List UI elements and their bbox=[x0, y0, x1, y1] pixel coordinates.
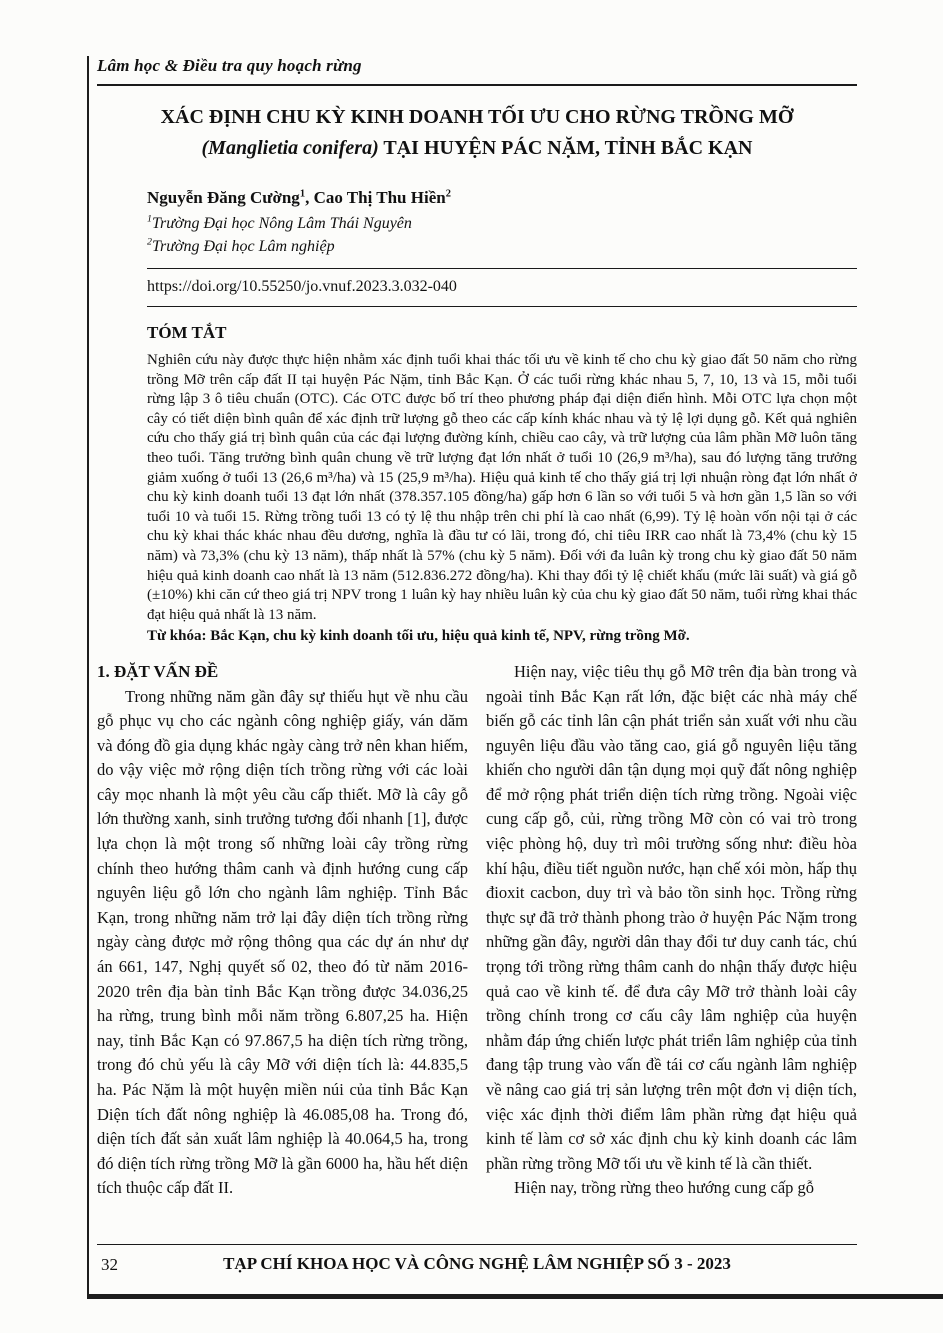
author-2: , Cao Thị Thu Hiền bbox=[305, 188, 446, 207]
title-line-2-rest: TẠI HUYỆN PÁC NẶM, TỈNH BẮC KẠN bbox=[378, 137, 753, 159]
left-column bbox=[97, 660, 468, 1201]
right-column bbox=[486, 660, 857, 1201]
doi-row bbox=[147, 269, 857, 296]
page-footer bbox=[97, 1254, 857, 1274]
divider-below-doi bbox=[147, 306, 857, 307]
intro-paragraph-right-2: Hiện nay, trồng rừng theo hướng cung cấp gỗ bbox=[514, 1178, 815, 1198]
paper-title bbox=[97, 102, 857, 164]
affiliation-1 bbox=[147, 212, 857, 235]
title-line-1: XÁC ĐỊNH CHU KỲ KINH DOANH TỐI ƯU CHO RỪNG TRỒNG MỠ bbox=[160, 106, 794, 128]
doi-link[interactable]: https://doi.org/10.55250/jo.vnuf.2023.3.032-040 bbox=[147, 278, 457, 295]
species-name: (Manglietia conifera) bbox=[201, 137, 379, 159]
keywords-line bbox=[147, 627, 857, 647]
paper-page bbox=[97, 56, 857, 1201]
keywords-label: Từ khóa: bbox=[147, 628, 207, 645]
page-border-bottom bbox=[87, 1294, 943, 1299]
page-number: 32 bbox=[101, 1255, 118, 1274]
page-border-left bbox=[87, 56, 89, 1299]
author-1: Nguyễn Đăng Cường bbox=[147, 188, 300, 207]
front-matter bbox=[147, 268, 857, 647]
footer-divider bbox=[97, 1244, 857, 1245]
affiliation-2-mark: 2 bbox=[147, 236, 152, 248]
keywords-text: Bắc Kạn, chu kỳ kinh doanh tối ưu, hiệu quả kinh tế, NPV, rừng trồng Mỡ. bbox=[206, 628, 690, 645]
authors-line bbox=[97, 188, 857, 208]
abstract-body: Nghiên cứu này được thực hiện nhằm xác định tuổi khai thác tối ưu về kinh tế cho chu kỳ giao đất 50 năm cho rừng trồng Mỡ trên cấp đất II tại huyện Pác Nặm, tỉnh Bắc Kạn. Ở các tuổi rừng khác nhau 5, 7, 10, 13 và 15, mỗi tuổi rừng lập 3 ô tiêu chuẩn (OTC). Các OTC được bố trí theo phương pháp đại diện điển hình. Mỗi OTC lựa chọn một cây có tiết diện bình quân để xác định trữ lượng gỗ theo các cấp kính khác nhau và tỷ lệ lợi dụng gỗ. Kết quả nghiên cứu cho thấy giá trị bình quân của các đại lượng đường kính, chiều cao cây, và trữ lượng của lâm phần Mỡ luôn tăng theo tuổi. Tăng trưởng bình quân chung về trữ lượng đạt lớn nhất ở tuổi 10 (26,9 m³/ha), sau đó lượng tăng trưởng giảm xuống ở tuổi 13 (26,6 m³/ha) và 15 (25,9 m³/ha). Hiệu quả kinh tế cho thấy giá trị lợi nhuận ròng đạt lớn nhất ở chu kỳ kinh doanh tuổi 13 đạt lớn nhất (378.357.105 đồng/ha) gấp hơn 6 lần so với tuổi 5 và hơn gần 1,5 lần so với tuổi 10 và tuổi 15. Rừng trồng tuổi 13 có tỷ lệ thu nhập trên chi phí là cao nhất (6,99). Tỷ lệ hoàn vốn nội tại ở các chu kỳ khai thác khác nhau đều dương, nghĩa là đầu tư có lãi, trong đó, chỉ tiêu IRR cao nhất là 73,4% (chu kỳ 15 năm) và 73,3% (chu kỳ 13 năm), thấp nhất là 57% (chu kỳ 5 năm). Đối với đa luân kỳ trong chu kỳ giao đất 50 năm hiệu quả kinh doanh cao nhất là 13 năm (512.836.272 đồng/ha). Khi thay đổi tỷ lệ chiết khấu (mức lãi suất) và giá gỗ (±10%) khi căn cứ theo giá trị NPV trong 1 luân kỳ hay nhiều luân kỳ của chu kỳ giao đất 50 năm, tuổi rừng khai thác đạt hiệu quả nhất là 13 năm. bbox=[147, 352, 857, 623]
affiliation-2-text: Trường Đại học Lâm nghiệp bbox=[151, 238, 335, 255]
affiliation-2 bbox=[147, 235, 857, 258]
author-1-affil-mark: 1 bbox=[299, 188, 306, 200]
body-columns bbox=[97, 660, 857, 1201]
affiliation-1-text: Trường Đại học Nông Lâm Thái Nguyên bbox=[151, 215, 412, 232]
intro-paragraph-left: Trong những năm gần đây sự thiếu hụt về nhu cầu gỗ phục vụ cho các ngành công nghiệp giấy, ván dăm và đóng đồ gia dụng khác ngày càng trở nên khan hiếm, do vậy việc mở rộng diện tích trồng rừng với các loài cây mọc nhanh là một yêu cầu cấp thiết. Mỡ là cây gỗ lớn thường xanh, sinh trưởng tương đối nhanh [1], được lựa chọn là một trong số những loài cây trồng rừng chính theo hướng thâm canh và định hướng cung cấp nguyên liệu gỗ lớn cho ngành lâm nghiệp. Tỉnh Bắc Kạn, trong những năm trở lại đây diện tích trồng rừng ngày càng được mở rộng thông qua các dự án như dự án 661, 147, Nghị quyết số 02, theo đó từ năm 2016-2020 trên địa bàn tỉnh Bắc Kạn trồng được 34.036,25 ha rừng, trung bình mỗi năm trồng 6.807,25 ha. Hiện nay, tỉnh Bắc Kạn có 97.867,5 ha diện tích rừng trồng, trong đó chủ yếu là cây Mỡ với diện tích là: 44.835,5 ha. Pác Nặm là một huyện miền núi của tỉnh Bắc Kạn Diện tích đất nông nghiệp là 46.085,08 ha. Trong đó, diện tích đất sản xuất lâm nghiệp là 40.064,5 ha, trong đó diện tích rừng trồng Mỡ là gần 6000 ha, hầu hết diện tích thuộc cấp đất II. bbox=[97, 686, 468, 1198]
affiliation-1-mark: 1 bbox=[147, 213, 152, 225]
author-2-affil-mark: 2 bbox=[445, 188, 451, 200]
title-line-2 bbox=[97, 133, 857, 164]
section-heading-intro: 1. ĐẶT VẤN ĐỀ bbox=[97, 661, 219, 681]
abstract-heading: TÓM TẮT bbox=[147, 323, 227, 342]
intro-paragraph-right-1: Hiện nay, việc tiêu thụ gỗ Mỡ trên địa bàn trong và ngoài tỉnh Bắc Kạn rất lớn, đặc biệt các nhà máy chế biến gỗ các tỉnh lân cận phát triển sản xuất với nhu cầu nguyên liệu đầu vào tăng cao, giá gỗ nguyên liệu tăng khiến cho người dân tận dụng mọi quỹ đất nông nghiệp để mở rộng phát triển diện tích rừng trồng. Ngoài việc cung cấp gỗ, củi, rừng trồng Mỡ còn có vai trò trong việc phòng hộ, duy trì môi trường sống như: điều hòa khí hậu, điều tiết nguồn nước, hạn chế xói mòn, hấp thụ đioxit cacbon, duy trì và bảo tồn sinh học. Trồng rừng thực sự đã trở thành phong trào ở huyện Pác Nặm trong những gần đây, người dân thay đổi tư duy canh tác, chú trọng tới trồng rừng thâm canh do nhận thấy được hiệu quả cao về kinh tế. để đưa cây Mỡ trở thành loài cây trồng chính trong cơ cấu cây lâm nghiệp của huyện nhằm đáp ứng chiến lược phát triển lâm nghiệp của tỉnh đang tập trung vào vấn đề tái cơ cấu ngành lâm nghiệp về nâng cao giá trị sản lượng trên một đơn vị diện tích, việc xác định thời điểm lâm phần rừng đạt hiệu quả kinh tế làm cơ sở xác định chu kỳ kinh doanh các lâm phần rừng trồng Mỡ tối ưu về kinh tế là cần thiết. bbox=[486, 661, 857, 1173]
journal-name: TẠP CHÍ KHOA HỌC VÀ CÔNG NGHỆ LÂM NGHIỆP SỐ 3 - 2023 bbox=[223, 1254, 731, 1273]
running-header-text: Lâm học & Điều tra quy hoạch rừng bbox=[97, 56, 362, 75]
affiliations bbox=[97, 212, 857, 258]
running-header bbox=[97, 56, 857, 86]
